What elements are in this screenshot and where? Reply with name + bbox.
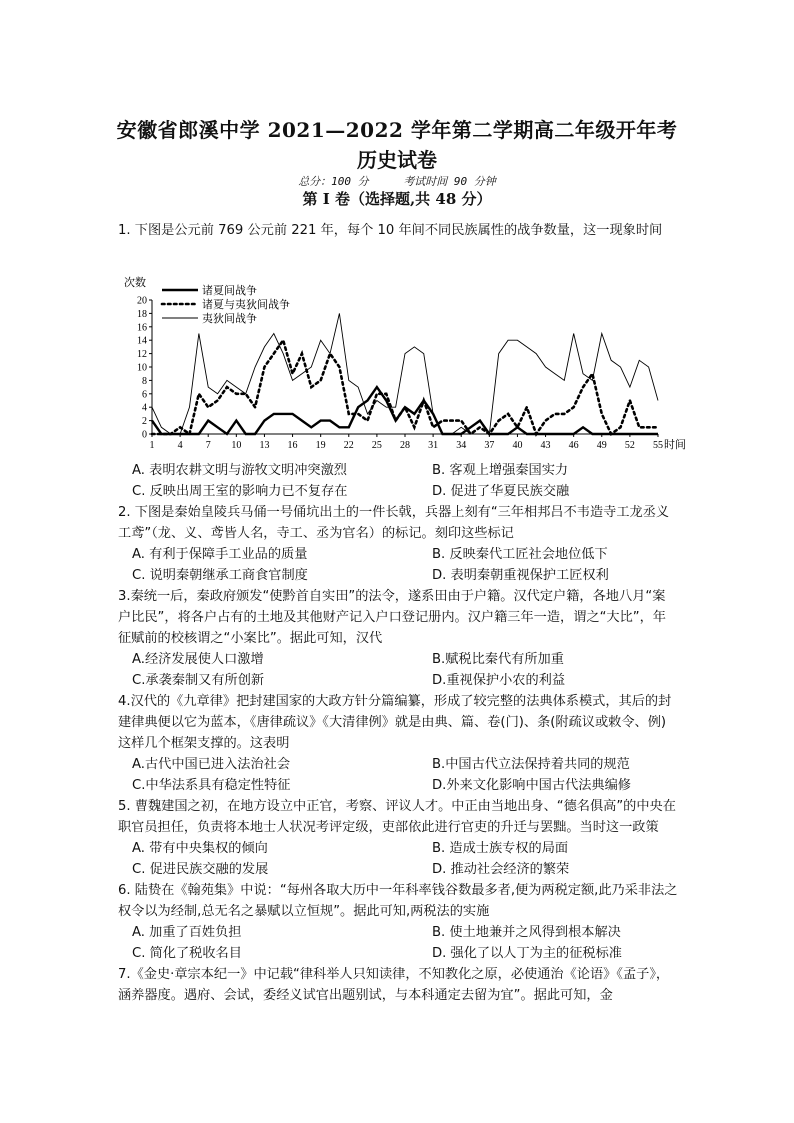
option-b[interactable]: B.赋税比秦代有所加重 (432, 652, 564, 667)
option-a[interactable]: A. 表明农耕文明与游牧文明冲突激烈 (132, 463, 347, 478)
chart-series (152, 313, 658, 434)
x-tick-label: 37 (484, 440, 495, 451)
legend-label-3: 夷狄间战争 (202, 313, 257, 325)
war-count-chart (118, 270, 686, 458)
section-heading: 第 I 卷（选择题,共 48 分） (302, 190, 492, 208)
y-tick-label: 18 (137, 308, 147, 320)
option-a[interactable]: A.经济发展使人口激增 (132, 652, 264, 667)
y-tick-label: 12 (137, 349, 147, 361)
option-b[interactable]: B. 使土地兼并之风得到根本解决 (432, 925, 621, 940)
option-b[interactable]: B. 客观上增强秦国实力 (432, 463, 569, 478)
option-c[interactable]: C. 反映出周王室的影响力已不复存在 (132, 484, 348, 499)
question-1-stem-block (118, 220, 678, 241)
option-c[interactable]: C.中华法系具有稳定性特征 (132, 778, 291, 793)
y-tick-label: 0 (142, 429, 147, 441)
question-4-stem: 4.汉代的《九章律》把封建国家的大政方针分篇编纂，形成了较完整的法典体系模式，其后的封建律典便以它为蓝本，《唐律疏议》《大清律例》就是由典、篇、卷(门)、条(附疏议或敕令、例)这样几个框架支撑的。这表明 (118, 694, 672, 751)
series-line-3 (152, 313, 658, 434)
question-5-stem: 5. 曹魏建国之初，在地方设立中正官，考察、评议人才。中正由当地出身、“德名俱高”的中央在职官员担任，负责将本地士人状况考评定级，吏部依此进行官吏的升迁与罢黜。当时这一政策 (118, 799, 676, 835)
question-2-stem: 2. 下图是秦始皇陵兵马俑一号俑坑出土的一件长戟，兵器上刻有“三年相邦吕不韦造寺工龙丞义工鸢”（龙、义、鸢皆人名，寺工、丞为官名）的标记。刻印这些标记 (118, 505, 670, 541)
x-tick-label: 1 (149, 440, 155, 451)
option-b[interactable]: B. 反映秦代工匠社会地位低下 (432, 547, 608, 562)
total-score: 总分：100 分 (298, 175, 369, 188)
option-c[interactable]: C. 简化了税收名目 (132, 946, 242, 961)
x-tick-label: 43 (540, 440, 551, 451)
y-tick-label: 8 (142, 375, 147, 387)
option-a[interactable]: A. 加重了百姓负担 (132, 925, 242, 940)
chart-legend (162, 283, 290, 325)
x-tick-label: 34 (456, 440, 467, 451)
x-tick-label: 49 (596, 440, 607, 451)
series-line-1 (152, 387, 658, 434)
x-tick-label: 22 (343, 440, 354, 451)
question-1-options (118, 460, 678, 502)
x-tick-label: 40 (512, 440, 523, 451)
option-c[interactable]: C.承袭秦制又有所创新 (132, 673, 265, 688)
x-tick-label: 19 (315, 440, 326, 451)
x-tick-label: 55 (653, 440, 663, 451)
option-d[interactable]: D. 表明秦朝重视保护工匠权利 (432, 568, 609, 583)
exam-meta (0, 173, 794, 189)
option-a[interactable]: A. 带有中央集权的倾向 (132, 841, 268, 856)
y-tick-label: 2 (142, 416, 147, 428)
option-a[interactable]: A. 有利于保障手工业品的质量 (132, 547, 308, 562)
question-3-stem: 3.秦统一后，秦政府颁发“使黔首自实田”的法令，遂系田由于户籍。汉代定户籍，各地八月“案户比民”，将各户占有的土地及其他财产记入户口登记册内。汉户籍三年一造，谓之“大比”，年征赋前的校核谓之“小案比”。据此可知，汉代 (118, 589, 666, 646)
option-b[interactable]: B.中国古代立法保持着共同的规范 (432, 757, 630, 772)
question-stem: 1. 下图是公元前 769 公元前 221 年，每个 10 年间不同民族属性的战争数量，这一现象时间 (118, 223, 663, 238)
y-tick-label: 20 (137, 295, 147, 307)
x-tick-label: 4 (177, 440, 183, 451)
x-tick-label: 13 (259, 440, 270, 451)
exam-title: 安徽省郎溪中学 2021—2022 学年第二学期高二年级开年考 (116, 118, 678, 142)
question-6-stem: 6. 陆贽在《翰苑集》中说：“每州各取大历中一年科率钱谷数最多者,便为两税定额,此乃采非法之权令以为经制,总无名之暴赋以立恒规”。据此可知,两税法的实施 (118, 883, 678, 919)
exam-subject: 历史试卷 (357, 148, 437, 172)
question-3-options (118, 649, 678, 691)
option-d[interactable]: D. 推动社会经济的繁荣 (432, 862, 570, 877)
y-tick-label: 10 (137, 362, 147, 374)
x-tick-label: 46 (568, 440, 579, 451)
y-tick-label: 6 (142, 389, 147, 401)
option-c[interactable]: C. 促进民族交融的发展 (132, 862, 269, 877)
option-d[interactable]: D.重视保护小农的利益 (432, 673, 566, 688)
x-tick-label: 31 (428, 440, 439, 451)
option-d[interactable]: D. 强化了以人丁为主的征税标准 (432, 946, 622, 961)
legend-label-1: 诸夏间战争 (202, 285, 257, 297)
option-a[interactable]: A.古代中国已进入法治社会 (132, 757, 291, 772)
question-7-stem: 7.《金史·章宗本纪一》中记载“律科举人只知读律，不知教化之原，必使通治《论语》《孟子》，涵养器度。遇府、会试，委经义试官出题别试，与本科通定去留为宜”。据此可知，金 (118, 967, 670, 1003)
legend-label-2: 诸夏与夷狄间战争 (202, 299, 290, 311)
y-tick-label: 4 (142, 402, 147, 414)
question-6-options (118, 922, 678, 964)
x-tick-label: 7 (205, 440, 211, 451)
exam-duration: 考试时间 90 分钟 (403, 175, 496, 188)
x-axis-label: 时间 (664, 439, 686, 451)
y-tick-label: 14 (137, 335, 147, 347)
option-c[interactable]: C. 说明秦朝继承工商食官制度 (132, 568, 308, 583)
option-b[interactable]: B. 造成士族专权的局面 (432, 841, 569, 856)
x-tick-label: 16 (287, 440, 298, 451)
y-axis-label: 次数 (124, 277, 146, 289)
x-tick-label: 25 (371, 440, 382, 451)
x-tick-label: 52 (624, 440, 635, 451)
x-tick-label: 10 (231, 440, 242, 451)
question-5-options (118, 838, 678, 880)
questions-block (118, 460, 678, 1006)
x-tick-label: 28 (400, 440, 410, 451)
question-2-options (118, 544, 678, 586)
question-4-options (118, 754, 678, 796)
y-tick-label: 16 (137, 322, 147, 334)
option-d[interactable]: D.外来文化影响中国古代法典编修 (432, 778, 631, 793)
option-d[interactable]: D. 促进了华夏民族交融 (432, 484, 570, 499)
